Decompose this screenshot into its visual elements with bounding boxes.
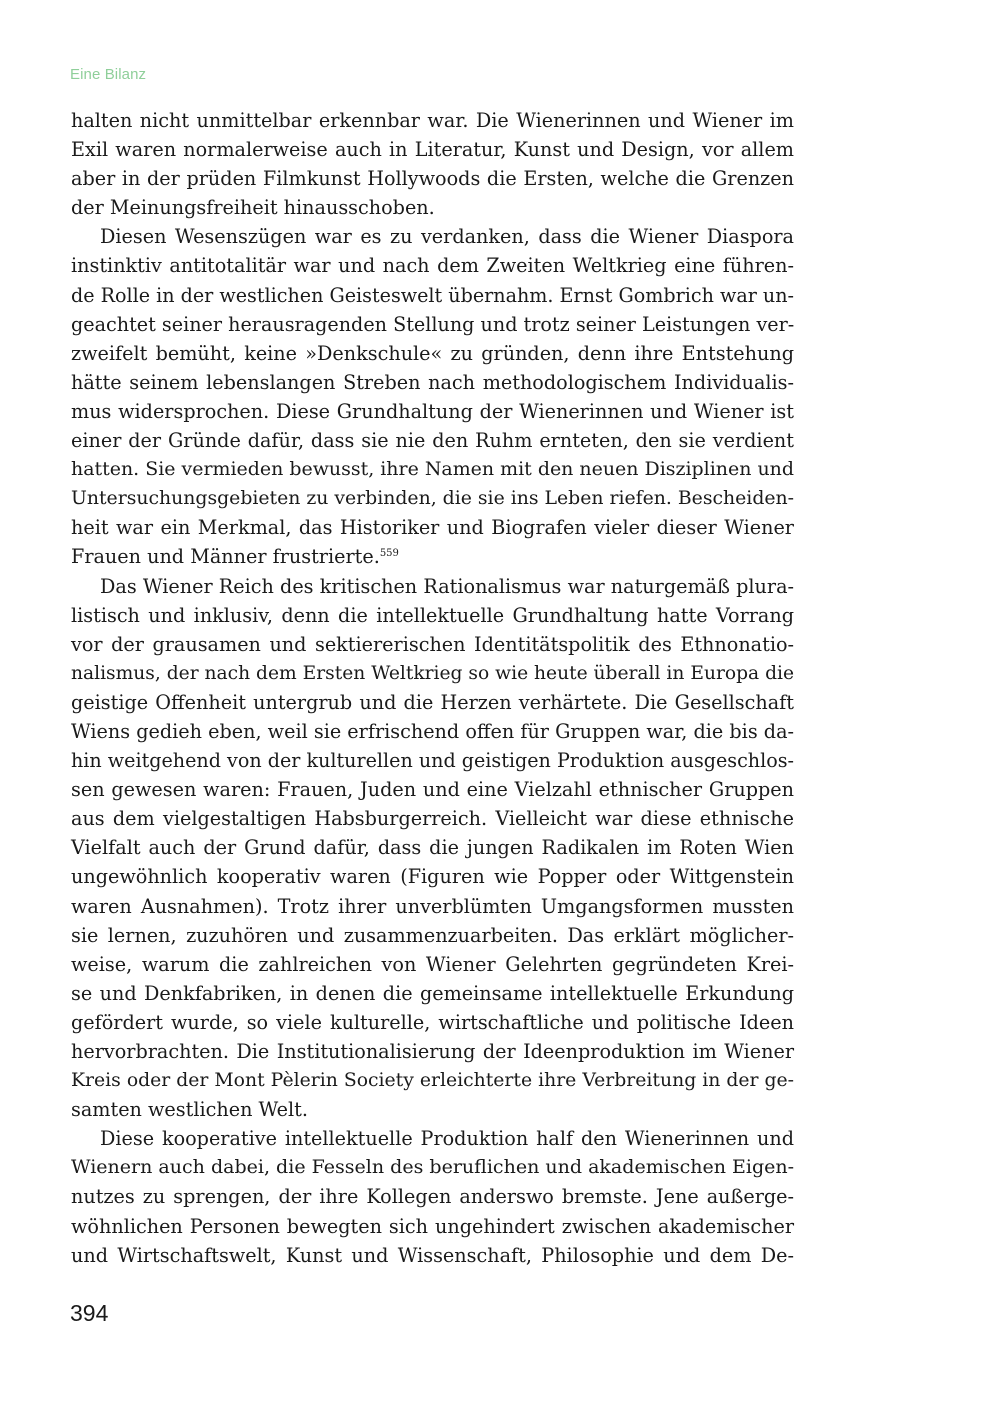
text-line <box>71 717 794 746</box>
text-line <box>71 310 794 339</box>
text-line-content: sen gewesen waren: Frauen, Juden und eine Vielzahl ethnischer Gruppen <box>71 778 794 802</box>
text-line <box>71 804 794 833</box>
text-line <box>71 746 794 775</box>
text-line-content: samten westlichen Welt. <box>71 1098 308 1122</box>
text-line-content: Diese kooperative intellektuelle Produktion half den Wienerinnen und <box>100 1127 794 1151</box>
text-line-content: vor der grausamen und sektiererischen Identitätspolitik des Ethnonatio- <box>71 632 794 656</box>
text-line <box>71 542 794 571</box>
text-line-content: hin weitgehend von der kulturellen und geistigen Produktion ausgeschlos- <box>71 749 794 773</box>
text-line-content: einer der Gründe dafür, dass sie nie den Ruhm ernteten, den sie verdient <box>71 429 794 453</box>
text-line <box>71 979 794 1008</box>
text-line-content: nalismus, der nach dem Ersten Weltkrieg so wie heute überall in Europa die <box>71 662 794 684</box>
text-line-content: nutzes zu sprengen, der ihre Kollegen anderswo bremste. Jene außerge- <box>71 1185 794 1209</box>
text-line <box>71 1212 794 1241</box>
text-line-content: Frauen und Männer frustrierte. <box>71 545 380 569</box>
text-line-content: geistige Offenheit untergrub und die Herzen verhärtete. Die Gesellschaft <box>71 690 794 714</box>
text-line <box>71 106 794 135</box>
text-line <box>71 1037 794 1066</box>
text-line-content: aus dem vielgestaltigen Habsburgerreich. Vielleicht war diese ethnische <box>71 807 794 831</box>
text-line-content: mus widersprochen. Diese Grundhaltung der Wienerinnen und Wiener ist <box>71 399 794 423</box>
text-line <box>71 513 794 542</box>
text-line <box>71 455 794 484</box>
text-line-content: Wiens gedieh eben, weil sie erfrischend offen für Gruppen war, die bis da- <box>71 719 794 743</box>
text-line <box>71 892 794 921</box>
text-line <box>71 281 794 310</box>
text-line-content: Das Wiener Reich des kritischen Rationalismus war naturgemäß plura- <box>100 574 794 598</box>
text-line-content: sie lernen, zuzuhören und zusammenzuarbeiten. Das erklärt möglicher- <box>71 923 794 947</box>
text-line-content: Vielfalt auch der Grund dafür, dass die jungen Radikalen im Roten Wien <box>71 836 794 860</box>
text-line <box>71 688 794 717</box>
text-line <box>71 1008 794 1037</box>
text-line-content: de Rolle in der westlichen Geisteswelt übernahm. Ernst Gombrich war un- <box>71 283 794 307</box>
text-line-content: instinktiv antitotalitär war und nach dem Zweiten Weltkrieg eine führen- <box>71 254 794 278</box>
text-line-content: Diesen Wesenszügen war es zu verdanken, dass die Wiener Diaspora <box>100 225 794 249</box>
footnote-marker[interactable]: 559 <box>379 548 399 560</box>
text-line <box>71 339 794 368</box>
text-line-content: der Meinungsfreiheit hinausschoben. <box>71 196 435 220</box>
text-line <box>71 426 794 455</box>
text-line <box>71 135 794 164</box>
text-line <box>71 251 794 280</box>
text-line-content: aber in der prüden Filmkunst Hollywoods die Ersten, welche die Grenzen <box>71 167 794 191</box>
text-line-content: wöhnlichen Personen bewegten sich ungehindert zwischen akademischer <box>71 1214 794 1238</box>
text-line-content: hätte seinem lebenslangen Streben nach methodologischem Individualis- <box>71 370 794 394</box>
running-head: Eine Bilanz <box>70 66 147 83</box>
text-line <box>71 1124 794 1153</box>
text-line <box>71 1066 794 1095</box>
text-line <box>71 833 794 862</box>
text-line-content: Exil waren normalerweise auch in Literatur, Kunst und Design, vor allem <box>71 138 794 162</box>
text-line-content: Untersuchungsgebieten zu verbinden, die sie ins Leben riefen. Bescheiden- <box>71 488 794 510</box>
text-line-content: hervorbrachten. Die Institutionalisierung der Ideenproduktion im Wiener <box>71 1040 794 1063</box>
text-line-content: se und Denkfabriken, in denen die gemeinsame intellektuelle Erkundung <box>71 981 794 1005</box>
text-line-content: geachtet seiner herausragenden Stellung und trotz seiner Leistungen ver- <box>71 312 795 336</box>
text-line-content: Wienern auch dabei, die Fesseln des beruflichen und akademischen Eigen- <box>71 1156 795 1179</box>
text-line <box>71 484 794 513</box>
text-line-content: ungewöhnlich kooperativ waren (Figuren wie Popper oder Wittgenstein <box>71 865 794 889</box>
text-line <box>71 397 794 426</box>
text-line-content: halten nicht unmittelbar erkennbar war. Die Wienerinnen und Wiener im <box>71 109 794 132</box>
text-line-content: und Wirtschaftswelt, Kunst und Wissenschaft, Philosophie und dem De- <box>71 1243 794 1267</box>
text-line-content: Kreis oder der Mont Pèlerin Society erleichterte ihre Verbreitung in der ge- <box>71 1070 794 1092</box>
text-line-content: waren Ausnahmen). Trotz ihrer unverblümten Umgangsformen mussten <box>71 894 794 918</box>
page-number: 394 <box>70 1300 109 1326</box>
text-line <box>71 368 794 397</box>
text-line <box>71 862 794 891</box>
text-line <box>71 1095 794 1124</box>
text-line <box>71 659 794 688</box>
text-line <box>71 950 794 979</box>
text-line <box>71 193 794 222</box>
text-line <box>71 1182 794 1211</box>
text-line-content: heit war ein Merkmal, das Historiker und Biografen vieler dieser Wiener <box>71 516 794 540</box>
text-line <box>71 630 794 659</box>
text-line <box>71 1241 794 1270</box>
text-line <box>71 921 794 950</box>
text-line <box>71 1153 794 1182</box>
body-text <box>71 106 794 1270</box>
text-line-content: hatten. Sie vermieden bewusst, ihre Namen mit den neuen Disziplinen und <box>71 458 794 481</box>
text-line <box>71 775 794 804</box>
text-line-content: gefördert wurde, so viele kulturelle, wirtschaftliche und politische Ideen <box>71 1010 794 1034</box>
text-line <box>71 222 794 251</box>
text-line-content: weise, warum die zahlreichen von Wiener Gelehrten gegründeten Krei- <box>71 952 794 976</box>
text-line <box>71 164 794 193</box>
text-line <box>71 601 794 630</box>
text-line-content: listisch und inklusiv, denn die intellektuelle Grundhaltung hatte Vorrang <box>71 603 794 627</box>
text-line <box>71 572 794 601</box>
text-line-content: zweifelt bemüht, keine »Denkschule« zu gründen, denn ihre Entstehung <box>71 341 794 365</box>
